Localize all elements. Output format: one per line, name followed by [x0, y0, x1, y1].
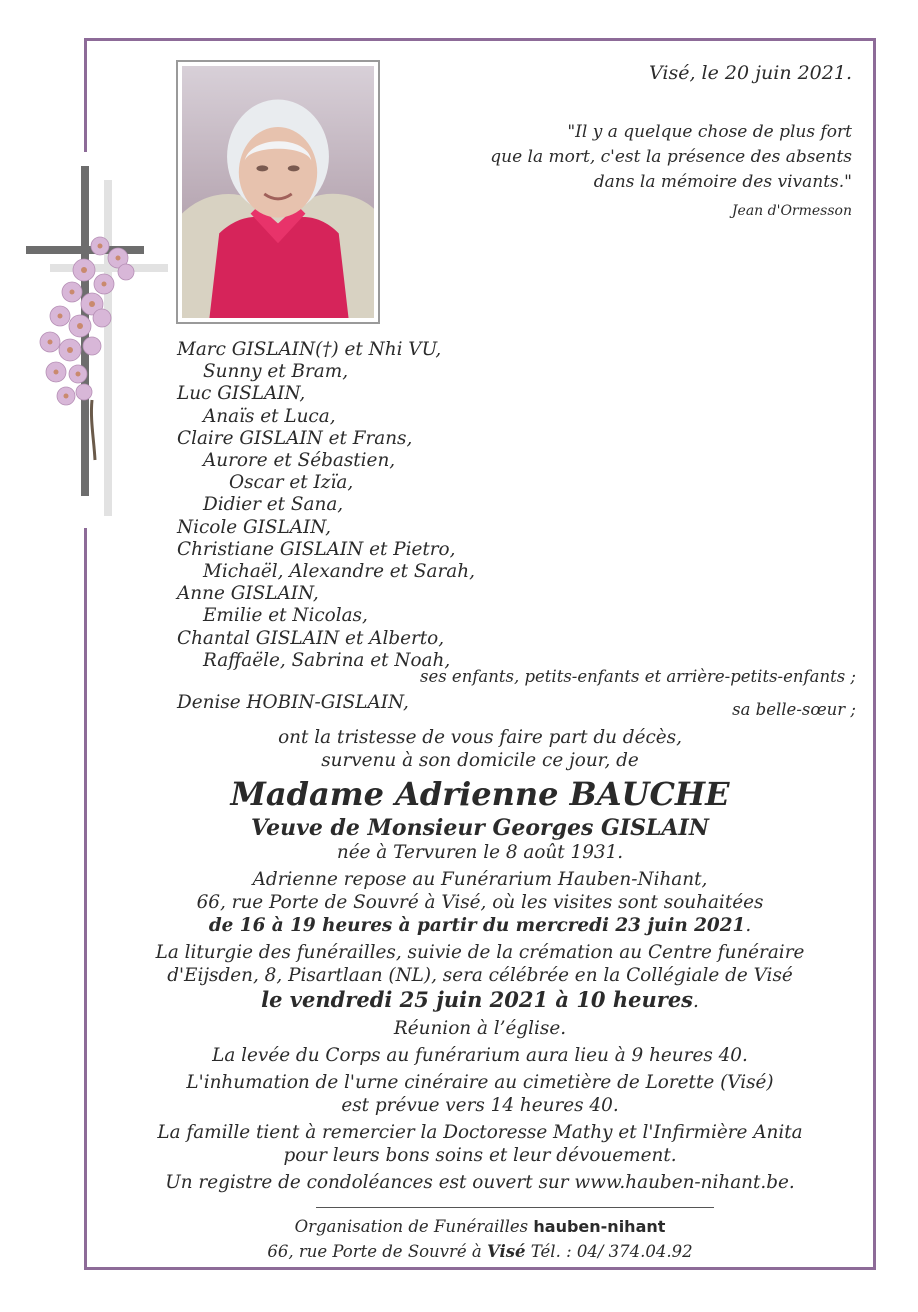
visits-hours: de 16 à 19 heures à partir du mercredi 23 juin 2021: [208, 915, 746, 936]
relation-sister-in-law: sa belle-sœur ;: [732, 700, 856, 719]
quote-author: Jean d'Ormesson: [731, 203, 852, 219]
family-line: Emilie et Nicolas,: [203, 605, 368, 627]
birth-line: née à Tervuren le 8 août 1931.: [336, 842, 624, 863]
family-line: Nicole GISLAIN,: [177, 516, 332, 538]
levee-line: La levée du Corps au funérarium aura lieu à 9 heures 40.: [212, 1045, 748, 1066]
family-line: Anaïs et Luca,: [203, 405, 336, 427]
family-line: Sunny et Bram,: [203, 361, 349, 383]
family-line: Anne GISLAIN,: [177, 583, 319, 605]
portrait-photo: [176, 60, 380, 324]
letter-date: Visé, le 20 juin 2021.: [649, 62, 852, 84]
quote-line: dans la mémoire des vivants.": [593, 172, 852, 192]
family-line: Didier et Sana,: [203, 494, 344, 516]
footer-divider: [316, 1207, 714, 1208]
visits-end: .: [745, 915, 752, 936]
intro-line: ont la tristesse de vous faire part du décès,: [278, 727, 682, 748]
address-phone: Tél. : 04/ 374.04.92: [525, 1242, 693, 1261]
family-line: Raffaële, Sabrina et Noah,: [203, 649, 451, 671]
address-city: Visé: [486, 1242, 526, 1261]
quote-line: "Il y a quelque chose de plus fort: [567, 122, 852, 142]
family-line: Chantal GISLAIN et Alberto,: [177, 627, 445, 649]
liturgy-line: d'Eijsden, 8, Pisartlaan (NL), sera célébrée en la Collégiale de Visé: [167, 965, 793, 986]
cross-with-orchids-icon: [22, 160, 172, 520]
urn-line: est prévue vers 14 heures 40.: [341, 1095, 619, 1116]
thanks-line: pour leurs bons soins et leur dévouement.: [283, 1145, 677, 1166]
deceased-name: Madame Adrienne BAUCHE: [230, 775, 730, 813]
announcement-body: [110, 726, 850, 1194]
family-list: [177, 339, 857, 672]
org-brand-logo: hauben-nihant: [533, 1217, 666, 1236]
register-line: Un registre de condoléances est ouvert sur www.hauben-nihant.be.: [165, 1172, 795, 1193]
ceremony-line: [110, 987, 850, 1013]
ceremony-end: .: [693, 991, 699, 1012]
family-line: Claire GISLAIN et Frans,: [177, 427, 413, 449]
quote-line: que la mort, c'est la présence des absents: [490, 147, 852, 167]
org-line: [110, 1214, 850, 1239]
rest-line: 66, rue Porte de Souvré à Visé, où les visites sont souhaitées: [196, 892, 764, 913]
org-prefix: Organisation de Funérailles: [294, 1217, 534, 1236]
liturgy-line: La liturgie des funérailles, suivie de la crémation au Centre funéraire: [155, 942, 805, 963]
sister-in-law-name: Denise HOBIN-GISLAIN,: [177, 692, 409, 713]
family-line: Oscar et Izïa,: [229, 472, 354, 494]
meeting-line: Réunion à l’église.: [393, 1018, 567, 1039]
address-prefix: 66, rue Porte de Souvré à: [267, 1242, 487, 1261]
family-line: Michaël, Alexandre et Sarah,: [203, 561, 475, 583]
family-line: Luc GISLAIN,: [177, 383, 306, 405]
widow-of: Veuve de Monsieur Georges GISLAIN: [251, 815, 709, 841]
family-line: Marc GISLAIN(†) et Nhi VU,: [177, 339, 442, 360]
urn-line: L'inhumation de l'urne cinéraire au cimetière de Lorette (Visé): [186, 1072, 774, 1093]
portrait-image: [182, 66, 374, 318]
footer-organisation: [110, 1214, 850, 1264]
intro-line: survenu à son domicile ce jour, de: [321, 750, 639, 771]
thanks-line: La famille tient à remercier la Doctoresse Mathy et l'Infirmière Anita: [157, 1122, 803, 1143]
rest-line: Adrienne repose au Funérarium Hauben-Nihant,: [252, 869, 708, 890]
family-line: Christiane GISLAIN et Pietro,: [177, 538, 456, 560]
family-line: Aurore et Sébastien,: [203, 450, 396, 472]
relation-children: ses enfants, petits-enfants et arrière-petits-enfants ;: [419, 667, 856, 686]
ceremony-date: le vendredi 25 juin 2021 à 10 heures: [261, 987, 693, 1012]
address-line: [110, 1239, 850, 1264]
visits-line: [110, 914, 850, 937]
epigraph-quote: [432, 120, 852, 195]
